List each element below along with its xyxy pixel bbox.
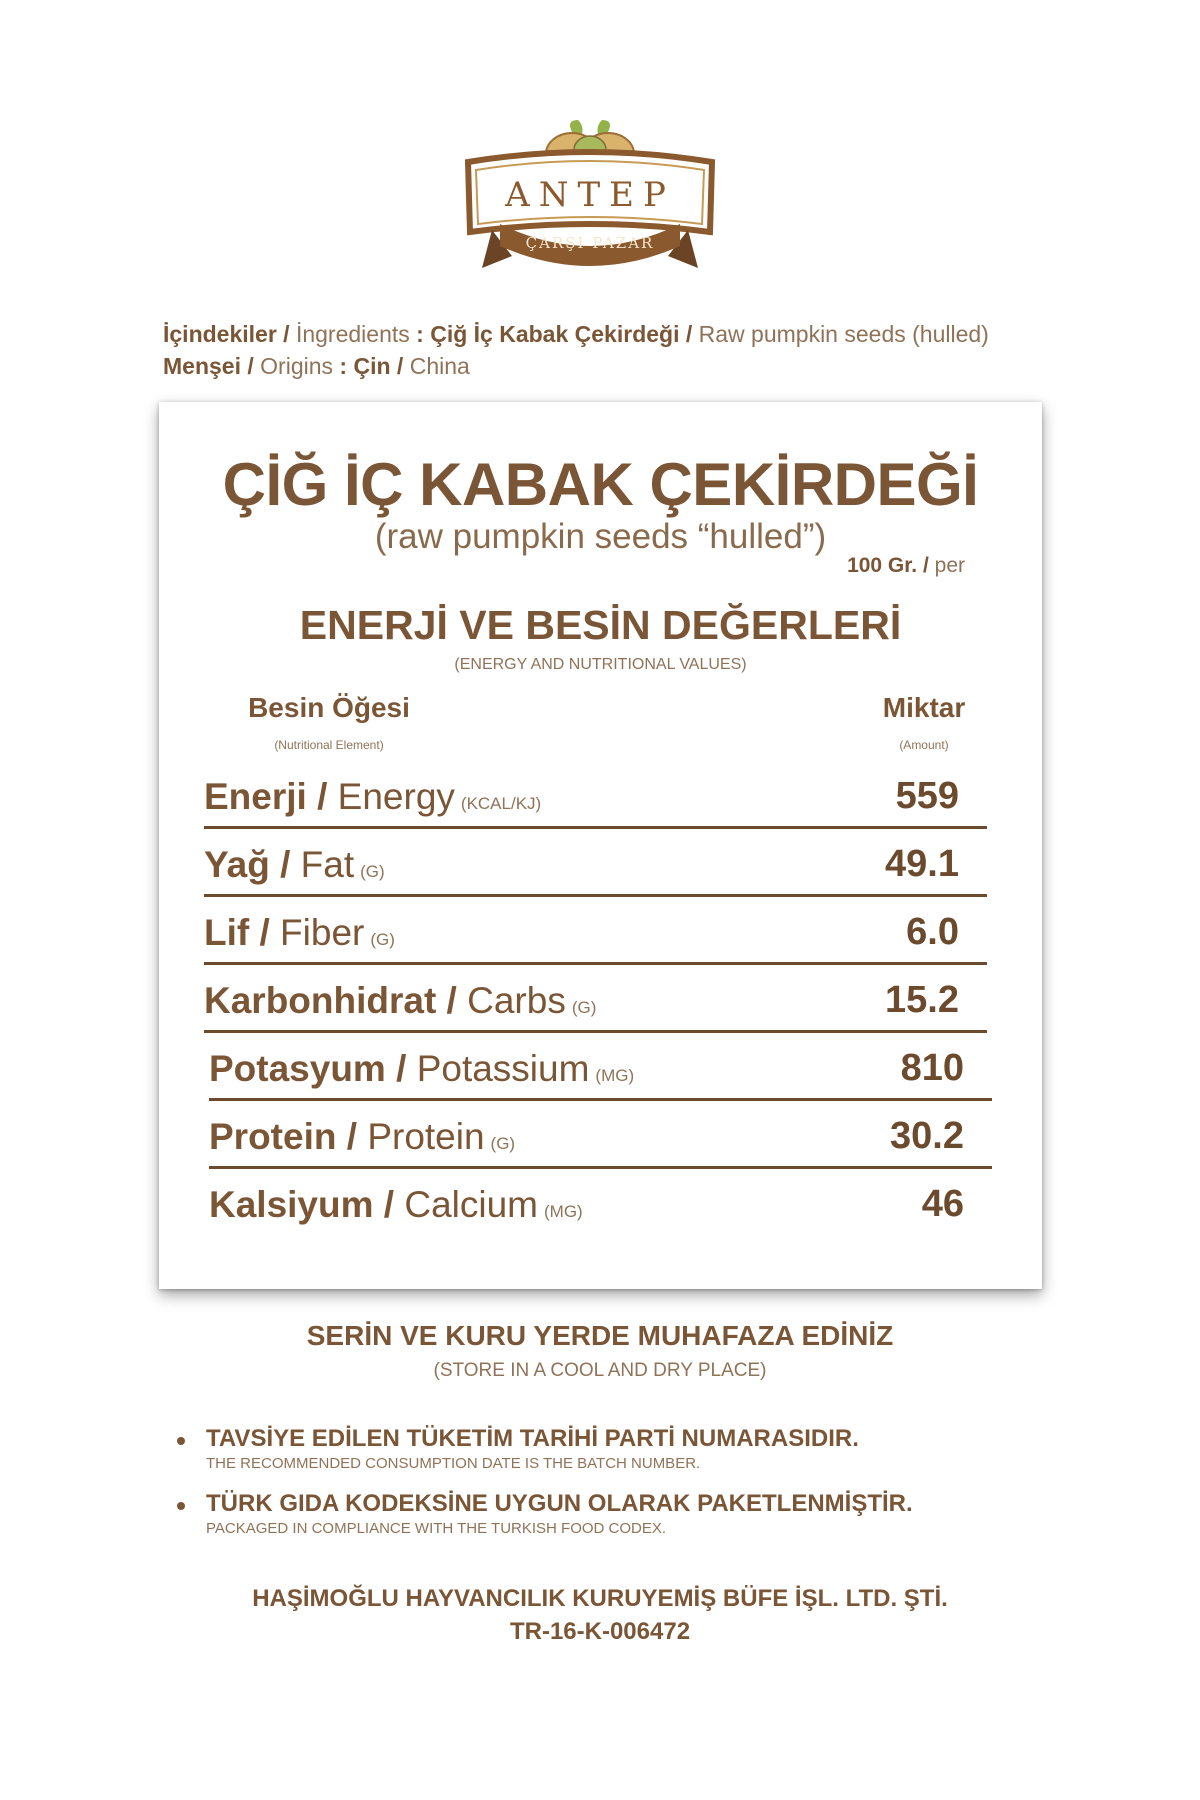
nutrient-row — [209, 1102, 992, 1169]
product-info — [163, 318, 1123, 382]
ingredients-value-en: Raw pumpkin seeds (hulled) — [698, 321, 989, 347]
nutrient-row — [209, 1034, 992, 1101]
origin-label-en: Origins — [260, 353, 334, 379]
list-item — [172, 1425, 1072, 1472]
nutrient-value: 559 — [895, 775, 959, 817]
origin-line: Menşei / Origins : Çin / China — [163, 353, 470, 379]
nutrient-name-tr: Kalsiyum / — [209, 1184, 395, 1225]
ingredients-line: İçindekiler / İngredients : Çiğ İç Kabak Çekirdeği / Raw pumpkin seeds (hulled) — [163, 321, 989, 347]
nutrient-name-tr: Lif / — [204, 912, 270, 953]
nutrient-name-tr: Enerji / — [204, 776, 328, 817]
nutrient-name — [204, 980, 596, 1022]
notes-list — [172, 1425, 1072, 1555]
ingredients-value-tr: Çiğ İç Kabak Çekirdeği — [430, 321, 680, 347]
nutrient-name — [204, 912, 395, 954]
nutrient-name — [204, 776, 541, 818]
serving-per-label: per — [934, 554, 965, 577]
list-item — [172, 1490, 1072, 1537]
serving-amount: 100 Gr. / — [847, 554, 929, 577]
note-text-en: PACKAGED IN COMPLIANCE WITH THE TURKISH FOOD CODEX. — [206, 1520, 667, 1537]
nutrient-value: 6.0 — [906, 911, 959, 953]
logo-brand-text: ANTEP — [505, 175, 675, 215]
nutrition-section-title: ENERJİ VE BESİN DEĞERLERİ — [299, 602, 902, 648]
nutrient-row — [209, 1170, 992, 1234]
column-header-amount-sub: (Amount) — [899, 738, 949, 752]
nutrient-value: 30.2 — [890, 1115, 964, 1157]
note-text-tr: TÜRK GIDA KODEKSİNE UYGUN OLARAK PAKETLENMİŞTİR. — [206, 1490, 913, 1517]
nutrient-unit: (G) — [490, 1134, 516, 1153]
nutrient-name-tr: Karbonhidrat / — [204, 980, 457, 1021]
note-text-tr: TAVSİYE EDİLEN TÜKETİM TARİHİ PARTİ NUMARASIDIR. — [206, 1425, 859, 1452]
antep-carsi-pazar-logo — [460, 118, 720, 284]
nutrient-name-tr: Potasyum / — [209, 1048, 407, 1089]
nutrient-name-en: Potassium — [416, 1048, 590, 1089]
nutrient-value: 46 — [921, 1183, 964, 1225]
nutrient-unit: (G) — [571, 998, 597, 1017]
company-name: HAŞİMOĞLU HAYVANCILIK KURUYEMİŞ BÜFE İŞL. LTD. ŞTİ. — [252, 1585, 948, 1612]
nutrient-name — [209, 1116, 515, 1158]
nutrient-row — [204, 830, 987, 897]
nutrient-unit: (KCAL/KJ) — [460, 794, 542, 813]
nutrient-name-en: Energy — [337, 776, 455, 817]
nutrition-section-subtitle: (ENERGY AND NUTRITIONAL VALUES) — [454, 656, 747, 673]
origin-value-en: China — [409, 353, 470, 379]
column-header-amount: Miktar — [882, 692, 966, 723]
serving-size — [847, 554, 965, 578]
nutrient-value: 49.1 — [885, 843, 959, 885]
origin-value-tr: Çin — [353, 353, 391, 379]
nutrient-value: 15.2 — [885, 979, 959, 1021]
nutrient-row — [204, 966, 987, 1033]
nutrient-name — [204, 844, 385, 886]
nutrient-name-en: Fat — [300, 844, 355, 885]
nutrient-row — [204, 762, 987, 829]
logo-tagline-text: ÇARŞI PAZAR — [525, 234, 655, 252]
product-title: ÇİĞ İÇ KABAK ÇEKİRDEĞİ — [222, 451, 979, 518]
nutrient-name — [209, 1184, 583, 1226]
nutrient-value: 810 — [900, 1047, 964, 1089]
bullet-icon — [177, 1437, 185, 1445]
nutrient-unit: (MG) — [595, 1066, 635, 1085]
leaf-right-icon — [598, 120, 611, 134]
nutrient-name-en: Protein — [367, 1116, 485, 1157]
nutrition-panel — [159, 402, 1042, 1289]
origin-label-tr: Menşei — [163, 353, 241, 379]
column-header-element-sub: (Nutritional Element) — [274, 738, 384, 752]
ingredients-label-en: İngredients — [295, 321, 410, 347]
storage-title: SERİN VE KURU YERDE MUHAFAZA EDİNİZ — [306, 1320, 894, 1351]
column-header-element: Besin Öğesi — [248, 692, 410, 723]
storage-subtitle: (STORE IN A COOL AND DRY PLACE) — [433, 1360, 767, 1381]
leaf-left-icon — [570, 120, 583, 134]
nutrient-name-en: Fiber — [280, 912, 365, 953]
nutrient-name-en: Carbs — [467, 980, 566, 1021]
bullet-icon — [177, 1502, 185, 1510]
nutrient-unit: (G) — [370, 930, 395, 949]
nutrient-unit: (G) — [360, 862, 385, 881]
nutrient-row — [204, 898, 987, 965]
nutrient-name-tr: Yağ / — [204, 844, 291, 885]
product-subtitle: (raw pumpkin seeds “hulled”) — [374, 517, 827, 556]
nutrient-name-tr: Protein / — [209, 1116, 358, 1157]
note-text-en: THE RECOMMENDED CONSUMPTION DATE IS THE BATCH NUMBER. — [206, 1455, 701, 1472]
company-registration-code: TR-16-K-006472 — [509, 1618, 691, 1645]
ingredients-label-tr: İçindekiler — [163, 321, 277, 347]
nutrient-name-en: Calcium — [404, 1184, 538, 1225]
nutrient-name — [209, 1048, 634, 1090]
nutrient-unit: (MG) — [544, 1202, 583, 1221]
